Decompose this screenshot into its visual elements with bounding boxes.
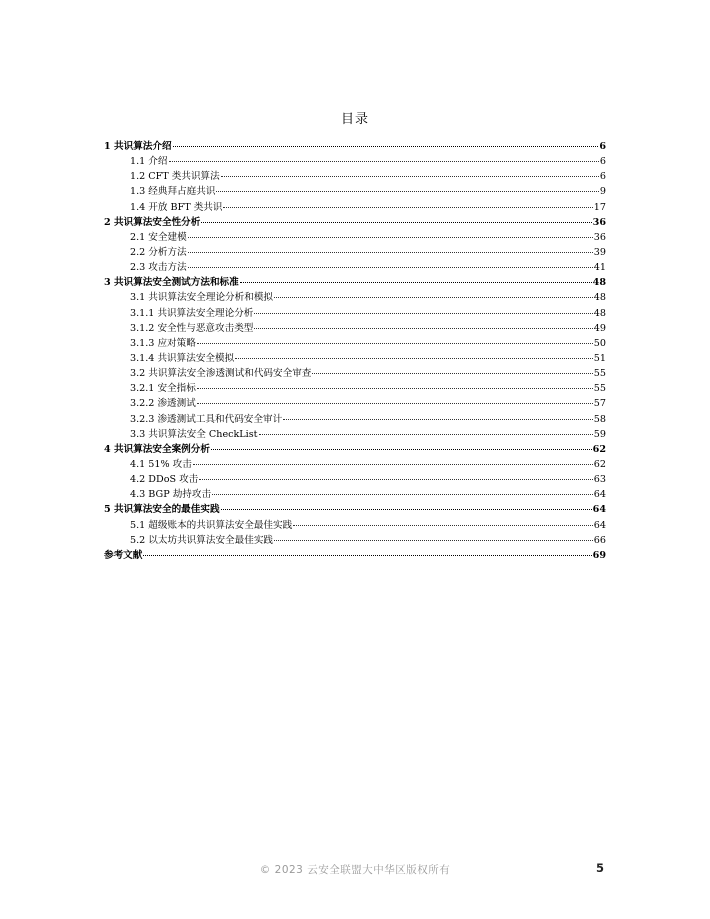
toc-entry-page-number: 64 bbox=[593, 489, 606, 501]
toc-entry-page-number: 62 bbox=[593, 458, 606, 470]
toc-entry-page-number: 48 bbox=[593, 292, 606, 304]
toc-entry-page-number: 50 bbox=[593, 337, 606, 349]
toc-section-entry[interactable] bbox=[104, 245, 606, 260]
toc-entry-title: 5.1 超级账本的共识算法安全最佳实践 bbox=[130, 519, 293, 531]
toc-section-entry[interactable] bbox=[104, 169, 606, 184]
toc-entry-title: 1.4 开放 BFT 类共识 bbox=[130, 201, 223, 213]
toc-dot-leader bbox=[283, 419, 593, 420]
toc-entry-page-number: 6 bbox=[599, 141, 606, 152]
toc-chapter-entry[interactable] bbox=[104, 502, 606, 517]
toc-entry-title: 2 共识算法安全性分析 bbox=[104, 216, 201, 228]
toc-entry-title: 3.1.2 安全性与恶意攻击类型 bbox=[130, 322, 254, 334]
toc-dot-leader bbox=[293, 525, 593, 526]
toc-dot-leader bbox=[199, 479, 593, 480]
toc-section-entry[interactable] bbox=[104, 184, 606, 199]
toc-entry-title: 1.2 CFT 类共识算法 bbox=[130, 171, 220, 183]
toc-entry-page-number: 48 bbox=[593, 307, 606, 319]
toc-section-entry[interactable] bbox=[104, 427, 606, 442]
toc-entry-title: 3.2 共识算法安全渗透测试和代码安全审查 bbox=[130, 368, 312, 380]
toc-dot-leader bbox=[197, 343, 593, 344]
toc-entry-title: 1.1 介绍 bbox=[130, 156, 168, 168]
toc-dot-leader bbox=[312, 373, 592, 374]
table-of-contents bbox=[104, 139, 606, 563]
toc-entry-title: 3.1.1 共识算法安全理论分析 bbox=[130, 307, 254, 319]
toc-section-entry[interactable] bbox=[104, 336, 606, 351]
toc-section-entry[interactable] bbox=[104, 351, 606, 366]
toc-section-entry[interactable] bbox=[104, 396, 606, 411]
toc-entry-title: 4.3 BGP 劫持攻击 bbox=[130, 489, 212, 501]
toc-entry-page-number: 59 bbox=[593, 428, 606, 440]
toc-dot-leader bbox=[188, 252, 593, 253]
toc-entry-page-number: 6 bbox=[599, 156, 606, 168]
toc-entry-page-number: 55 bbox=[593, 368, 606, 380]
toc-entry-title: 3.2.1 安全指标 bbox=[130, 383, 196, 395]
toc-entry-title: 4 共识算法安全案例分析 bbox=[104, 443, 210, 455]
toc-chapter-entry[interactable] bbox=[104, 275, 606, 290]
toc-section-entry[interactable] bbox=[104, 487, 606, 502]
toc-dot-leader bbox=[173, 146, 599, 147]
toc-entry-page-number: 48 bbox=[592, 277, 606, 289]
toc-section-entry[interactable] bbox=[104, 381, 606, 396]
toc-section-entry[interactable] bbox=[104, 457, 606, 472]
toc-entry-page-number: 58 bbox=[593, 413, 606, 425]
toc-section-entry[interactable] bbox=[104, 260, 606, 275]
footer-page-number: 5 bbox=[596, 861, 605, 875]
toc-section-entry[interactable] bbox=[104, 290, 606, 305]
toc-dot-leader bbox=[197, 403, 593, 404]
toc-entry-page-number: 66 bbox=[593, 534, 606, 546]
toc-entry-page-number: 62 bbox=[592, 443, 606, 455]
toc-entry-title: 5 共识算法安全的最佳实践 bbox=[104, 504, 220, 516]
toc-entry-page-number: 6 bbox=[599, 171, 606, 183]
toc-dot-leader bbox=[259, 434, 593, 435]
toc-entry-title: 3.3 共识算法安全 CheckList bbox=[130, 428, 258, 440]
toc-entry-title: 参考文献 bbox=[104, 549, 143, 561]
toc-entry-title: 2.3 攻击方法 bbox=[130, 262, 187, 274]
toc-section-entry[interactable] bbox=[104, 230, 606, 245]
toc-section-entry[interactable] bbox=[104, 472, 606, 487]
toc-dot-leader bbox=[235, 358, 593, 359]
toc-entry-page-number: 41 bbox=[593, 262, 606, 274]
toc-chapter-entry[interactable] bbox=[104, 548, 606, 563]
toc-dot-leader bbox=[216, 191, 598, 192]
toc-chapter-entry[interactable] bbox=[104, 215, 606, 230]
toc-dot-leader bbox=[221, 176, 599, 177]
toc-entry-title: 3.1 共识算法安全理论分析和模拟 bbox=[130, 292, 274, 304]
toc-entry-title: 4.1 51% 攻击 bbox=[130, 458, 192, 470]
toc-entry-title: 1.3 经典拜占庭共识 bbox=[130, 186, 216, 198]
toc-entry-title: 4.2 DDoS 攻击 bbox=[130, 474, 199, 486]
toc-entry-title: 3 共识算法安全测试方法和标准 bbox=[104, 277, 239, 289]
toc-chapter-entry[interactable] bbox=[104, 139, 606, 154]
toc-dot-leader bbox=[188, 237, 593, 238]
toc-entry-page-number: 55 bbox=[593, 383, 606, 395]
toc-title: 目录 bbox=[340, 112, 369, 127]
toc-entry-page-number: 57 bbox=[593, 398, 606, 410]
toc-entry-page-number: 64 bbox=[592, 504, 606, 516]
toc-dot-leader bbox=[221, 509, 592, 510]
toc-dot-leader bbox=[188, 267, 593, 268]
toc-section-entry[interactable] bbox=[104, 154, 606, 169]
toc-entry-page-number: 51 bbox=[593, 352, 606, 364]
toc-entry-page-number: 49 bbox=[593, 322, 606, 334]
toc-entry-title: 3.2.2 渗透测试 bbox=[130, 398, 196, 410]
toc-entry-title: 3.1.3 应对策略 bbox=[130, 337, 196, 349]
toc-entry-page-number: 36 bbox=[593, 231, 606, 243]
toc-entry-page-number: 64 bbox=[593, 519, 606, 531]
toc-entry-page-number: 39 bbox=[593, 246, 606, 258]
toc-entry-title: 1 共识算法介绍 bbox=[104, 141, 172, 152]
toc-entry-page-number: 9 bbox=[599, 186, 606, 198]
toc-entry-title: 2.1 安全建模 bbox=[130, 231, 187, 243]
toc-dot-leader bbox=[254, 328, 592, 329]
toc-dot-leader bbox=[169, 161, 599, 162]
toc-section-entry[interactable] bbox=[104, 306, 606, 321]
toc-entry-title: 3.1.4 共识算法安全模拟 bbox=[130, 352, 235, 364]
toc-entry-page-number: 63 bbox=[593, 474, 606, 486]
toc-section-entry[interactable] bbox=[104, 366, 606, 381]
toc-dot-leader bbox=[212, 494, 593, 495]
toc-dot-leader bbox=[193, 464, 593, 465]
toc-dot-leader bbox=[211, 449, 592, 450]
footer-copyright: © 2023 云安全联盟大中华区版权所有 bbox=[259, 864, 451, 876]
toc-dot-leader bbox=[254, 313, 592, 314]
toc-dot-leader bbox=[197, 388, 593, 389]
toc-entry-page-number: 69 bbox=[592, 549, 606, 561]
toc-dot-leader bbox=[240, 282, 592, 283]
toc-chapter-entry[interactable] bbox=[104, 442, 606, 457]
toc-dot-leader bbox=[274, 540, 593, 541]
toc-dot-leader bbox=[223, 207, 592, 208]
toc-entry-page-number: 36 bbox=[592, 216, 606, 228]
toc-entry-title: 2.2 分析方法 bbox=[130, 246, 187, 258]
toc-entry-title: 5.2 以太坊共识算法安全最佳实践 bbox=[130, 534, 274, 546]
toc-dot-leader bbox=[143, 555, 591, 556]
toc-section-entry[interactable] bbox=[104, 412, 606, 427]
toc-entry-title: 3.2.3 渗透测试工具和代码安全审计 bbox=[130, 413, 283, 425]
toc-section-entry[interactable] bbox=[104, 200, 606, 215]
toc-section-entry[interactable] bbox=[104, 518, 606, 533]
toc-dot-leader bbox=[274, 297, 593, 298]
toc-dot-leader bbox=[201, 222, 591, 223]
toc-section-entry[interactable] bbox=[104, 533, 606, 548]
toc-entry-page-number: 17 bbox=[593, 201, 606, 213]
toc-section-entry[interactable] bbox=[104, 321, 606, 336]
